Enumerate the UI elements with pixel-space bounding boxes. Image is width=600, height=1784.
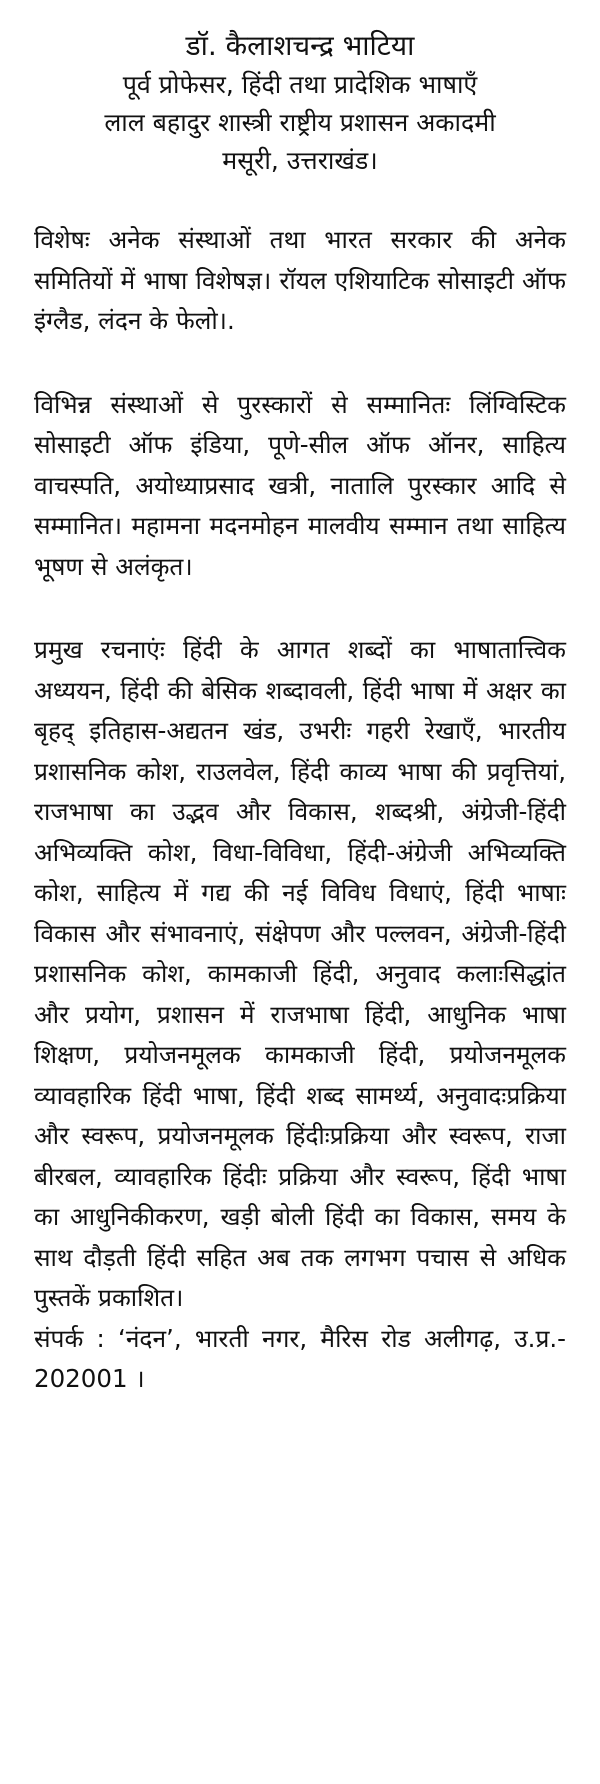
awards-paragraph: विभिन्न संस्थाओं से पुरस्कारों से सम्मानितः लिंग्विस्टिक सोसाइटी ऑफ इंडिया, पूणे-सील ऑफ ऑनर, साहित्य वाचस्पति, अयोध्याप्रसाद खत्री, नातालि पुरस्कार आदि से सम्मानित। महामना मदनमोहन मालवीय सम्मान तथा साहित्य भूषण से अलंकृत। xyxy=(34,389,566,581)
author-location: मसूरी, उत्तराखंड। xyxy=(222,146,378,175)
speciality-paragraph: विशेषः अनेक संस्थाओं तथा भारत सरकार की अनेक समितियों में भाषा विशेषज्ञ। रॉयल एशियाटिक सोसाइटी ऑफ इंग्लैड, लंदन के फेलो।. xyxy=(34,225,566,335)
contact-address: ‘नंदन’, भारती नगर, मैरिस रोड अलीगढ़, उ.प्र.- 202001 । xyxy=(34,1323,567,1393)
contact-label: संपर्क : xyxy=(34,1323,105,1353)
author-name: डॉ. कैलाशचन्द्र भाटिया xyxy=(185,29,415,62)
author-header xyxy=(34,26,566,180)
author-institute: लाल बहादुर शास्त्री राष्ट्रीय प्रशासन अकादमी xyxy=(104,108,496,137)
works-paragraph: प्रमुख रचनाएंः हिंदी के आगत शब्दों का भाषातात्त्विक अध्ययन, हिंदी की बेसिक शब्दावली, हिंदी भाषा में अक्षर का बृहद् इतिहास-अद्यतन खंड, उभरीः गहरी रेखाएँ, भारतीय प्रशासनिक कोश, राउलवेल, हिंदी काव्य भाषा की प्रवृत्तियां, राजभाषा का उद्भव और विकास, शब्दश्री, अंग्रेजी-हिंदी अभिव्यक्ति कोश, विधा-विविधा, हिंदी-अंग्रेजी अभिव्यक्ति कोश, साहित्य में गद्य की नई विविध विधाएं, हिंदी भाषाः विकास और संभावनाएं, संक्षेपण और पल्लवन, अंग्रेजी-हिंदी प्रशासनिक कोश, कामकाजी हिंदी, अनुवाद कलाःसिद्धांत और प्रयोग, प्रशासन में राजभाषा हिंदी, आधुनिक भाषा शिक्षण, प्रयोजनमूलक कामकाजी हिंदी, प्रयोजनमूलक व्यावहारिक हिंदी भाषा, हिंदी शब्द सामर्थ्य, अनुवादःप्रक्रिया और स्वरूप, प्रयोजनमूलक हिंदीःप्रक्रिया और स्वरूप, राजा बीरबल, व्यावहारिक हिंदीः प्रक्रिया और स्वरूप, हिंदी भाषा का आधुनिकीकरण, खड़ी बोली हिंदी का विकास, समय के साथ दौड़ती हिंदी सहित अब तक लगभग पचास से अधिक पुस्तकें प्रकाशित। xyxy=(34,635,566,1312)
author-designation: पूर्व प्रोफेसर, हिंदी तथा प्रादेशिक भाषाएँ xyxy=(122,70,478,99)
contact-paragraph xyxy=(34,1319,566,1400)
